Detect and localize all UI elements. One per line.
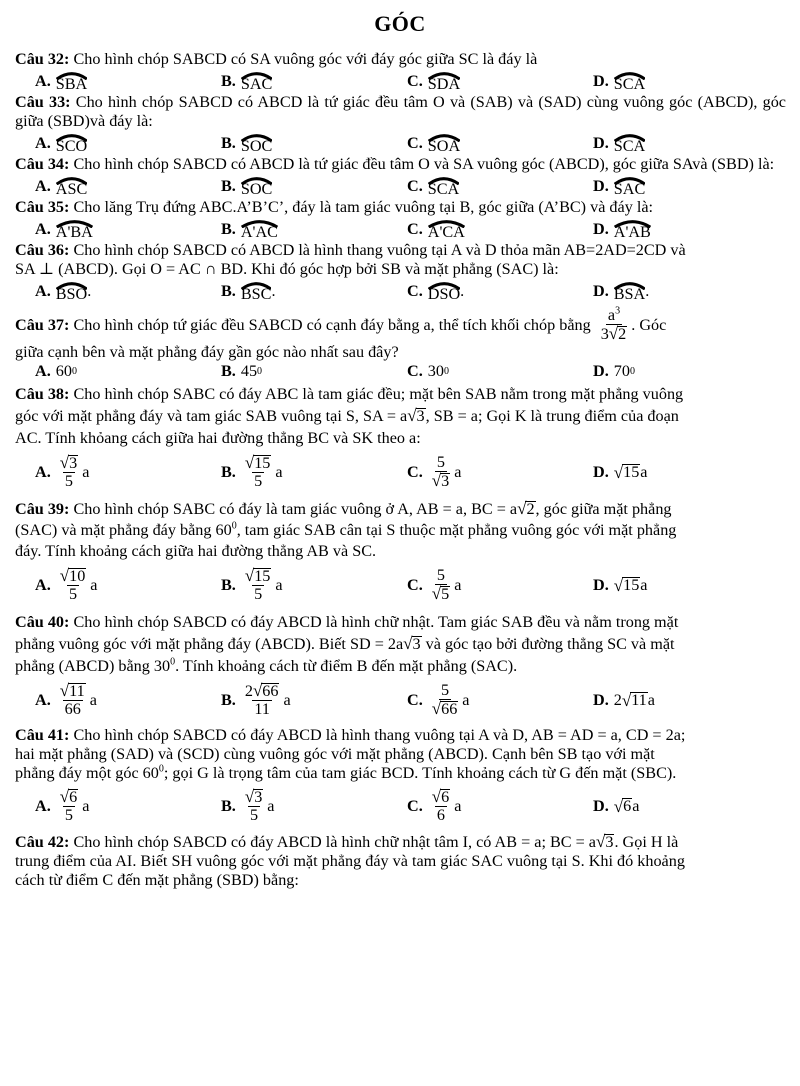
option-c[interactable]: C. SOA	[407, 134, 461, 155]
question-label: Câu 41:	[15, 726, 70, 744]
options-33	[15, 134, 786, 153]
option-c[interactable]: C. $\frac{√6}{6}$ a	[407, 787, 462, 824]
question-39: Câu 39: Cho hình chóp SABC có đáy là tam giác vuông ở A, AB = a, BC = a√2, góc giữa mặt phẳng (SAC) và mặt phẳng đáy bằng $60^0$, tam giác SAB cân tại S thuộc mặt phẳng vuông góc với mặt phẳng đáy. Tính khoảng cách giữa hai đường thẳng AB và SC.	[15, 499, 677, 560]
option-b[interactable]: B. SOC	[221, 134, 273, 155]
question-text: Cho hình chóp SABCD có SA vuông góc với đáy góc giữa SC là đáy là	[73, 50, 538, 68]
question-text: Cho hình chóp SABCD có ABCD là tứ giác đều tâm O và (SAB) và (SAD) cùng vuông góc (ABCD), góc giữa (SBD)và đáy là:	[15, 93, 786, 130]
option-c[interactable]: C. A'CA	[407, 220, 465, 241]
question-35	[15, 198, 786, 217]
option-d[interactable]: D. SCA	[593, 134, 646, 155]
angle: A'AC	[240, 223, 278, 241]
option-a[interactable]: A. 60 0	[35, 362, 77, 380]
options-41	[15, 788, 786, 824]
question-list	[0, 50, 800, 890]
option-b[interactable]: B. A'AC	[221, 220, 278, 241]
option-b[interactable]: B. $\frac{√15}{5}$ a	[221, 566, 283, 603]
question-label: Câu 39:	[15, 500, 70, 518]
option-d[interactable]: D. SCA	[593, 72, 646, 93]
option-d[interactable]: D. A'AB	[593, 220, 651, 241]
angle: SAC	[240, 75, 273, 93]
option-c[interactable]: C. DSO .	[407, 282, 465, 303]
angle: SOC	[240, 180, 273, 198]
angle: SCA	[613, 137, 646, 155]
option-d[interactable]: D. 2 √ 11 a	[593, 690, 655, 710]
angle: SDA	[427, 75, 461, 93]
question-text: SA ⊥ (ABCD). Gọi O = AC ∩ BD. Khi đó góc hợp bởi SB và mặt phẳng (SAC) là:	[15, 260, 559, 278]
options-35	[15, 220, 786, 239]
question-32	[15, 50, 786, 69]
option-b[interactable]: B. 45 0	[221, 362, 263, 380]
angle: SCO	[55, 137, 88, 155]
angle: BSC	[240, 285, 272, 303]
option-a[interactable]: A. SBA	[35, 72, 88, 93]
question-42: Câu 42: Cho hình chóp SABCD có đáy ABCD là hình chữ nhật tâm I, có AB = a; BC = a√3. Gọi H là trung điểm của AI. Biết SH vuông góc với mặt phẳng đáy và tam giác SAC vuông tại S. Khi đó khoảng cách từ điểm C đến mặt phẳng (SBD) bằng:	[15, 832, 685, 889]
option-d[interactable]: D. √ 6 a	[593, 796, 640, 816]
question-label: Câu 37:	[15, 315, 70, 334]
question-34	[15, 155, 786, 174]
option-b[interactable]: B. $\frac{√3}{5}$ a	[221, 787, 275, 824]
options-38	[15, 454, 786, 490]
question-label: Câu 33:	[15, 93, 71, 111]
option-a[interactable]: A. $\frac{√11}{66}$ a	[35, 681, 97, 718]
question-37: Câu 37: Cho hình chóp tứ giác đều SABCD có cạnh đáy bằng a, thể tích khối chóp bằng $\frac{a^3}{3√2}$ . Góc giữa cạnh bên và mặt phẳng đáy gần góc nào nhất sau đây?	[15, 305, 667, 361]
question-text: Cho hình chóp SABCD có ABCD là tứ giác đều tâm O và SA vuông góc (ABCD), góc giữa SAvà (SBD) là:	[73, 155, 775, 173]
options-39	[15, 567, 786, 603]
question-label: Câu 32:	[15, 50, 70, 68]
question-label: Câu 40:	[15, 613, 70, 631]
question-text: Cho hình chóp SABCD có ABCD là hình thang vuông tại A và D thỏa mãn AB=2AD=2CD và	[73, 241, 686, 259]
question-label: Câu 42:	[15, 833, 70, 851]
option-a[interactable]: A. $\frac{√3}{5}$ a	[35, 453, 90, 490]
option-d[interactable]: D. √ 15 a	[593, 575, 648, 595]
option-d[interactable]: D. 70 0	[593, 362, 635, 380]
angle: SAC	[613, 180, 646, 198]
option-b[interactable]: B. $\frac{2√66}{11}$ a	[221, 681, 291, 718]
page-title: GÓC	[374, 11, 426, 36]
option-c[interactable]: C. SCA	[407, 177, 460, 198]
angle: SOA	[427, 137, 461, 155]
question-label: Câu 36:	[15, 241, 70, 259]
option-b[interactable]: B. SAC	[221, 72, 273, 93]
angle: A'CA	[427, 223, 465, 241]
question-38: Câu 38: Cho hình chóp SABC có đáy ABC là tam giác đều; mặt bên SAB nằm trong mặt phẳng vuông góc với mặt phẳng đáy và tam giác SAB vuông tại S, SA = a√3, SB = a; Gọi K là trung điểm của đoạn AC. Tính khỏang cách giữa hai đường thẳng BC và SK theo a:	[15, 385, 684, 447]
option-c[interactable]: C. $\frac{5}{√3}$ a	[407, 453, 462, 490]
question-36	[15, 241, 786, 279]
angle: SCA	[427, 180, 460, 198]
option-a[interactable]: A. $\frac{√6}{5}$ a	[35, 787, 90, 824]
option-a[interactable]: A. $\frac{√10}{5}$ a	[35, 566, 98, 603]
option-b[interactable]: B. SOC	[221, 177, 273, 198]
options-37	[15, 362, 786, 381]
option-b[interactable]: B. BSC .	[221, 282, 276, 303]
angle: BSO	[55, 285, 88, 303]
angle: A'AB	[613, 223, 651, 241]
option-b[interactable]: B. $\frac{√15}{5}$ a	[221, 453, 283, 490]
angle: SCA	[613, 75, 646, 93]
question-text: Cho hình chóp tứ giác đều SABCD có cạnh đáy bằng a, thể tích khối chóp bằng	[73, 315, 591, 334]
angle: DSO	[427, 285, 461, 303]
question-33	[15, 93, 786, 131]
option-a[interactable]: A. SCO	[35, 134, 88, 155]
options-40	[15, 682, 786, 718]
option-c[interactable]: C. $\frac{5}{√5}$ a	[407, 566, 462, 603]
option-d[interactable]: D. BSA .	[593, 282, 650, 303]
fraction: $\frac{a^3}{3√2}$	[600, 305, 627, 343]
options-34	[15, 177, 786, 196]
option-d[interactable]: D. √ 15 a	[593, 462, 648, 482]
question-41: Câu 41: Cho hình chóp SABCD có đáy ABCD là hình thang vuông tại A và D, AB = AD = a, CD = 2a; hai mặt phẳng (SAD) và (SCD) cùng vuông góc với mặt phẳng (ABCD). Cạnh bên SB tạo với mặt phẳng đáy một góc $60^0$; gọi G là trọng tâm của tam giác BCD. Tính khoảng cách từ G đến mặt (SBC).	[15, 726, 686, 782]
angle: A'BA	[55, 223, 93, 241]
option-c[interactable]: C. $\frac{5}{√66}$ a	[407, 681, 470, 718]
question-text: giữa cạnh bên và mặt phẳng đáy gần góc nào nhất sau đây?	[15, 343, 399, 361]
angle: SOC	[240, 137, 273, 155]
angle: BSA	[613, 285, 646, 303]
question-label: Câu 38:	[15, 385, 70, 403]
option-c[interactable]: C. 30 0	[407, 362, 449, 380]
angle: ASC	[55, 180, 88, 198]
question-text: Cho lăng Trụ đứng ABC.A’B’C’, đáy là tam giác vuông tại B, góc giữa (A’BC) và đáy là:	[73, 198, 654, 216]
option-a[interactable]: A. A'BA	[35, 220, 93, 241]
question-40: Câu 40: Cho hình chóp SABCD có đáy ABCD là hình chữ nhật. Tam giác SAB đều và nằm trong mặt phẳng vuông góc với mặt phẳng đáy (ABCD). Biết SD = 2a√3 và góc tạo bởi đường thẳng SC và mặt phẳng (ABCD) bằng $30^0$. Tính khoảng cách từ điểm B đến mặt phẳng (SAC).	[15, 613, 679, 675]
option-d[interactable]: D. SAC	[593, 177, 646, 198]
angle: SBA	[55, 75, 88, 93]
options-36	[15, 282, 786, 301]
option-a[interactable]: A. BSO .	[35, 282, 92, 303]
question-label: Câu 35:	[15, 198, 70, 216]
option-c[interactable]: C. SDA	[407, 72, 461, 93]
options-32	[15, 72, 786, 91]
question-label: Câu 34:	[15, 155, 70, 173]
option-a[interactable]: A. ASC	[35, 177, 88, 198]
